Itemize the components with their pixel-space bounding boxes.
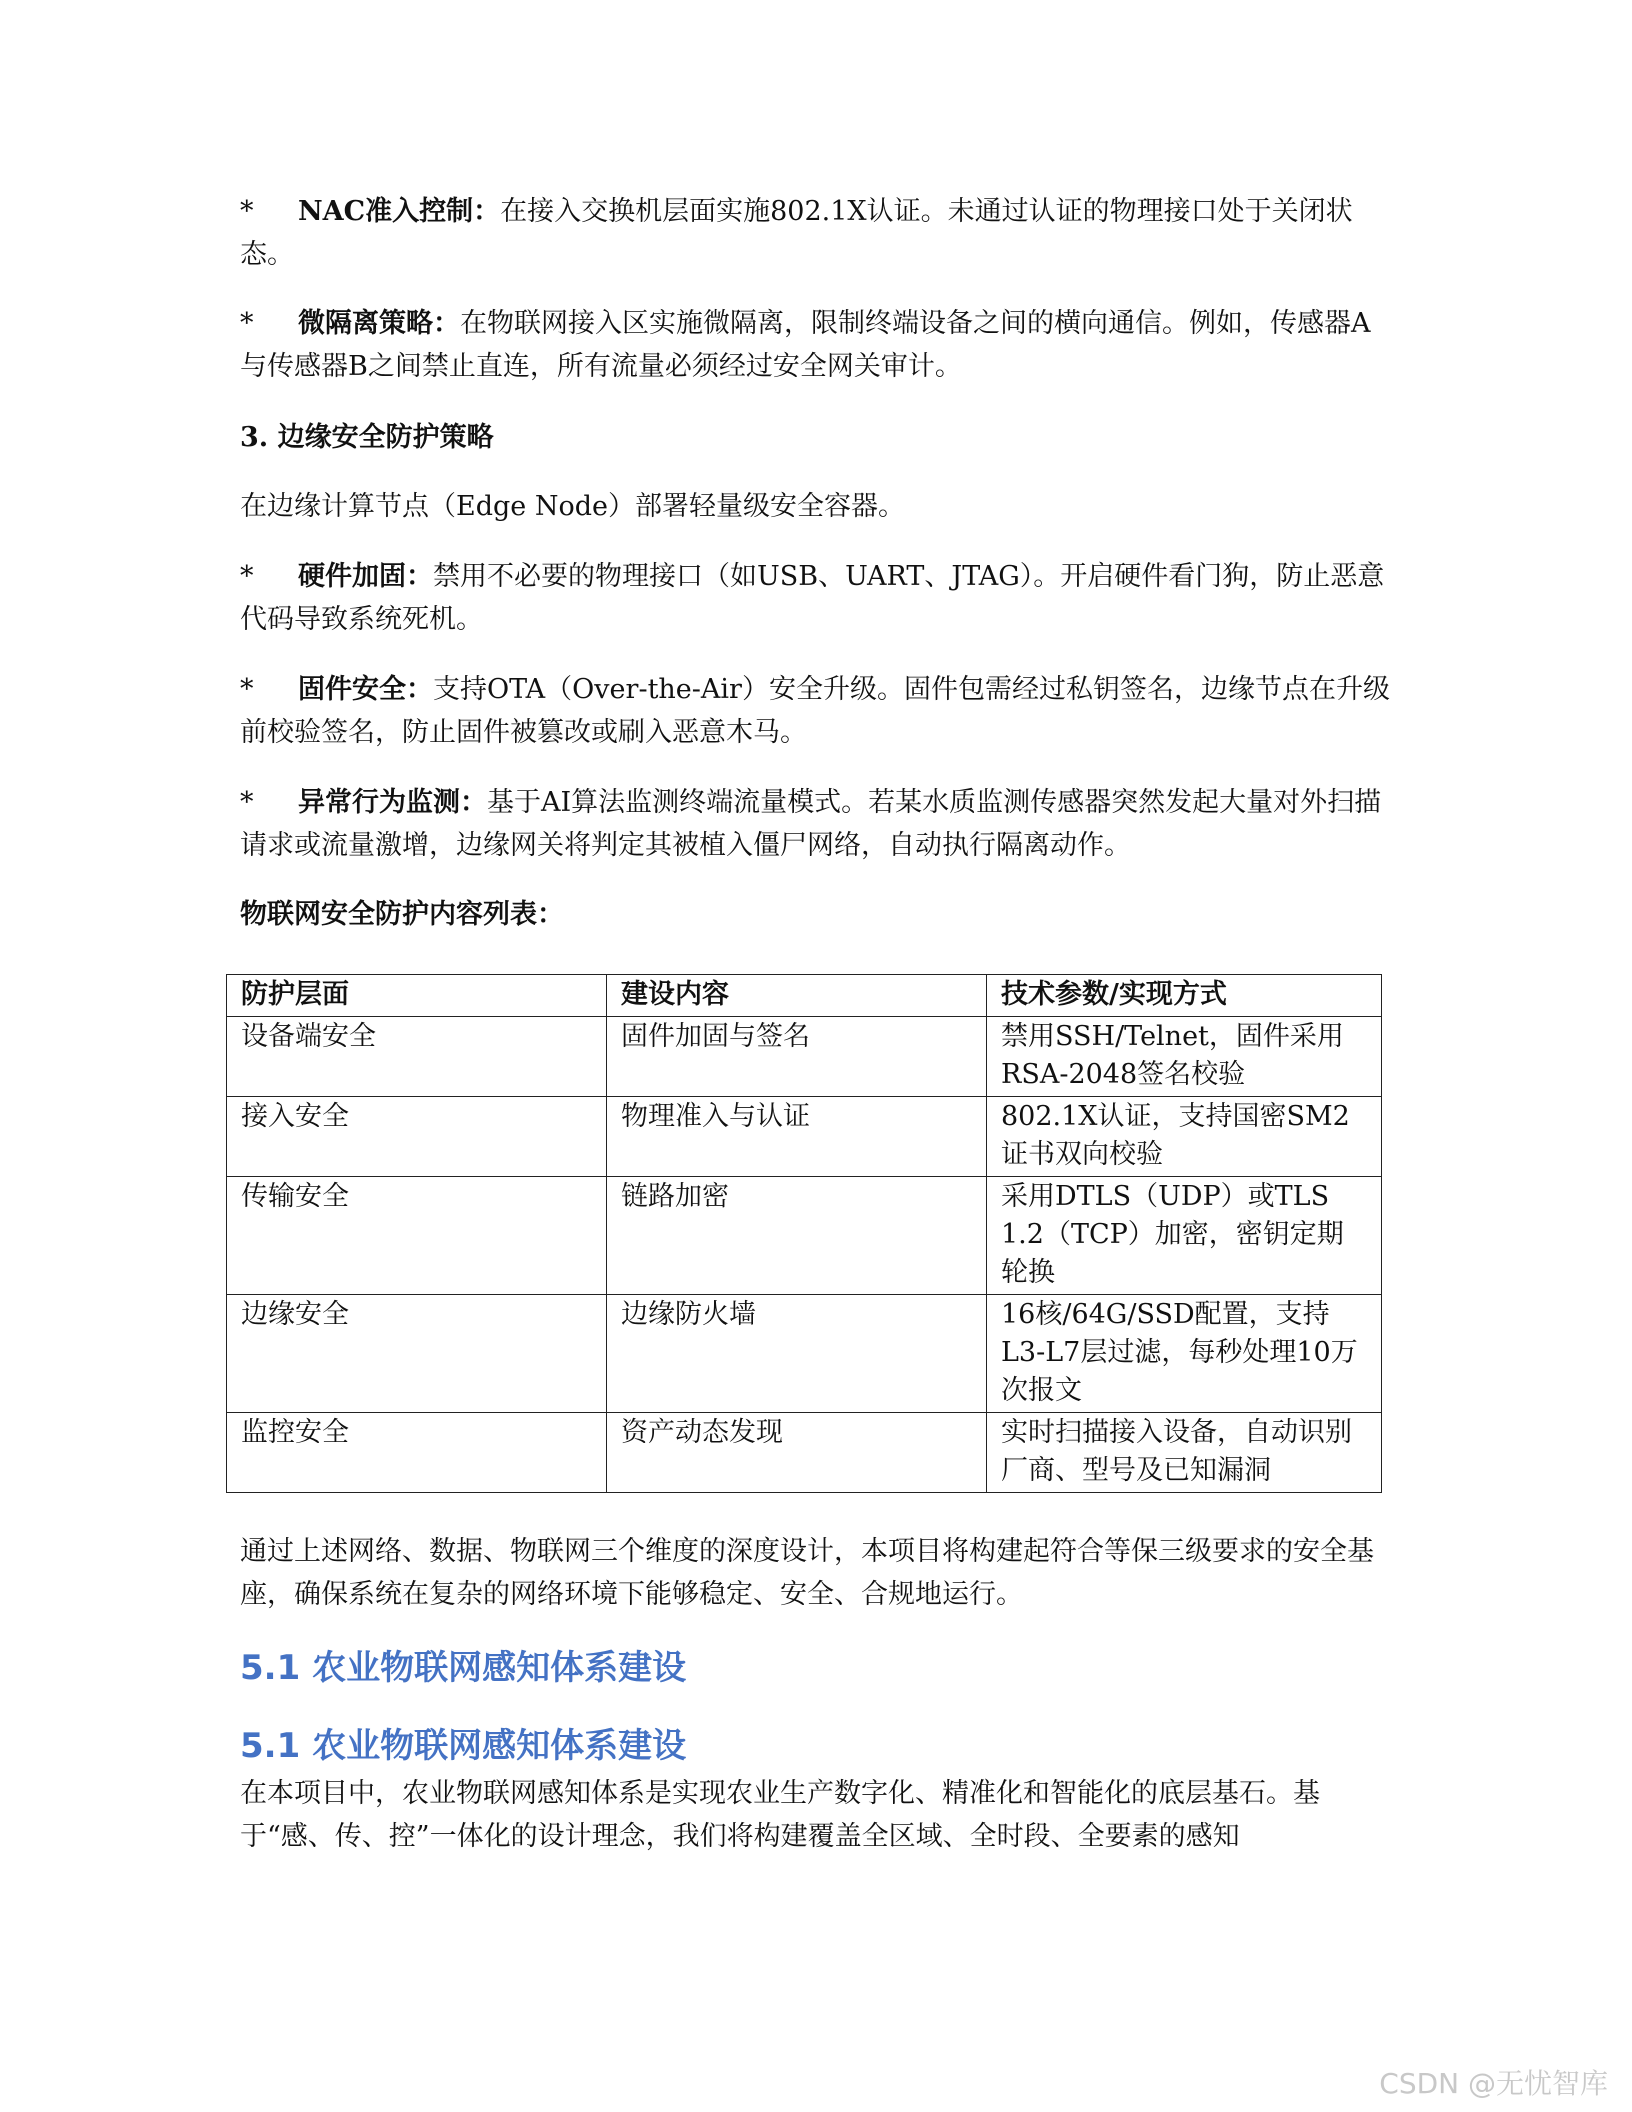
table-row: [227, 1295, 1382, 1413]
bullet-text: 在物联网接入区实施微隔离，限制终端设备之间的横向通信。例如，传感器A与传感器B之间禁止直连，所有流量必须经过安全网关审计。: [240, 308, 1371, 382]
bullet-nac: [240, 190, 1390, 276]
bullet-star: *: [240, 308, 254, 339]
heading-part: 建设: [618, 1648, 687, 1688]
table-cell: 物理准入与认证: [607, 1097, 987, 1177]
bullet-firmware: [240, 668, 1390, 754]
bullet-text: 基于AI算法监测终端流量模式。若某水质监测传感器突然发起大量对外扫描请求或流量激增，边缘网关将判定其被植入僵尸网络，自动执行隔离动作。: [240, 787, 1382, 861]
table-cell: 传输安全: [227, 1177, 607, 1295]
table-cell: 采用DTLS（UDP）或TLS 1.2（TCP）加密，密钥定期轮换: [987, 1177, 1382, 1295]
bullet-text: 禁用不必要的物理接口（如USB、UART、JTAG）。开启硬件看门狗，防止恶意代码导致系统死机。: [240, 561, 1385, 635]
heading-part: 建设: [618, 1726, 687, 1766]
section-heading-blue: [240, 1646, 686, 1690]
security-table: [226, 974, 1382, 1493]
table-row: [227, 1097, 1382, 1177]
table-cell: 链路加密: [607, 1177, 987, 1295]
bullet-title: 固件安全：: [298, 674, 433, 705]
bullet-micro-segmentation: [240, 302, 1390, 388]
heading-part: 体系: [550, 1726, 619, 1766]
table-header-cell: 技术参数/实现方式: [987, 975, 1382, 1017]
bullet-title: 异常行为监测：: [298, 787, 487, 818]
bullet-star: *: [240, 561, 254, 592]
table-cell: 设备端安全: [227, 1017, 607, 1097]
heading-number: 5.1: [240, 1726, 301, 1766]
table-caption: 物联网安全防护内容列表：: [240, 899, 564, 930]
heading-part: 物联网感知: [380, 1726, 551, 1766]
table-cell: 边缘安全: [227, 1295, 607, 1413]
table-cell: 禁用SSH/Telnet，固件采用RSA-2048签名校验: [987, 1017, 1382, 1097]
heading-part: 物联网感知: [380, 1648, 551, 1688]
bullet-text: 在接入交换机层面实施802.1X认证。未通过认证的物理接口处于关闭状态。: [240, 196, 1353, 270]
table-cell: 监控安全: [227, 1413, 607, 1493]
heading-number: 5.1: [240, 1648, 301, 1688]
bullet-title: 硬件加固：: [298, 561, 433, 592]
table-row: [227, 1017, 1382, 1097]
table-cell: 802.1X认证，支持国密SM2证书双向校验: [987, 1097, 1382, 1177]
bullet-title: 微隔离策略：: [298, 308, 460, 339]
bullet-text: 支持OTA（Over-the-Air）安全升级。固件包需经过私钥签名，边缘节点在升级前校验签名，防止固件被篡改或刷入恶意木马。: [240, 674, 1390, 748]
final-paragraph: 在本项目中，农业物联网感知体系是实现农业生产数字化、精准化和智能化的底层基石。基于“感、传、控”一体化的设计理念，我们将构建覆盖全区域、全时段、全要素的感知: [240, 1778, 1320, 1852]
bullet-star: *: [240, 787, 254, 818]
table-cell: 资产动态发现: [607, 1413, 987, 1493]
bullet-star: *: [240, 196, 254, 227]
table-cell: 16核/64G/SSD配置，支持L3-L7层过滤，每秒处理10万次报文: [987, 1295, 1382, 1413]
table-header-row: [227, 975, 1382, 1017]
table-cell: 边缘防火墙: [607, 1295, 987, 1413]
section-intro: 在边缘计算节点（Edge Node）部署轻量级安全容器。: [240, 491, 905, 522]
bullet-hardware: [240, 555, 1390, 641]
bullet-title: NAC准入控制：: [298, 196, 501, 227]
table-cell: 实时扫描接入设备，自动识别厂商、型号及已知漏洞: [987, 1413, 1382, 1493]
table-row: [227, 1177, 1382, 1295]
bullet-anomaly: [240, 781, 1390, 867]
heading-part: 体系: [550, 1648, 619, 1688]
section-heading-blue: [240, 1724, 686, 1768]
table-cell: 固件加固与签名: [607, 1017, 987, 1097]
table-cell: 接入安全: [227, 1097, 607, 1177]
bullet-star: *: [240, 674, 254, 705]
table-row: [227, 1413, 1382, 1493]
heading-part: 农业: [312, 1726, 381, 1766]
heading-part: 农业: [312, 1648, 381, 1688]
table-header-cell: 建设内容: [607, 975, 987, 1017]
table-header-cell: 防护层面: [227, 975, 607, 1017]
csdn-watermark: CSDN @无忧智库: [1379, 2067, 1608, 2100]
section-heading: 3. 边缘安全防护策略: [240, 422, 494, 453]
conclusion-paragraph: 通过上述网络、数据、物联网三个维度的深度设计，本项目将构建起符合等保三级要求的安全基座，确保系统在复杂的网络环境下能够稳定、安全、合规地运行。: [240, 1536, 1374, 1610]
